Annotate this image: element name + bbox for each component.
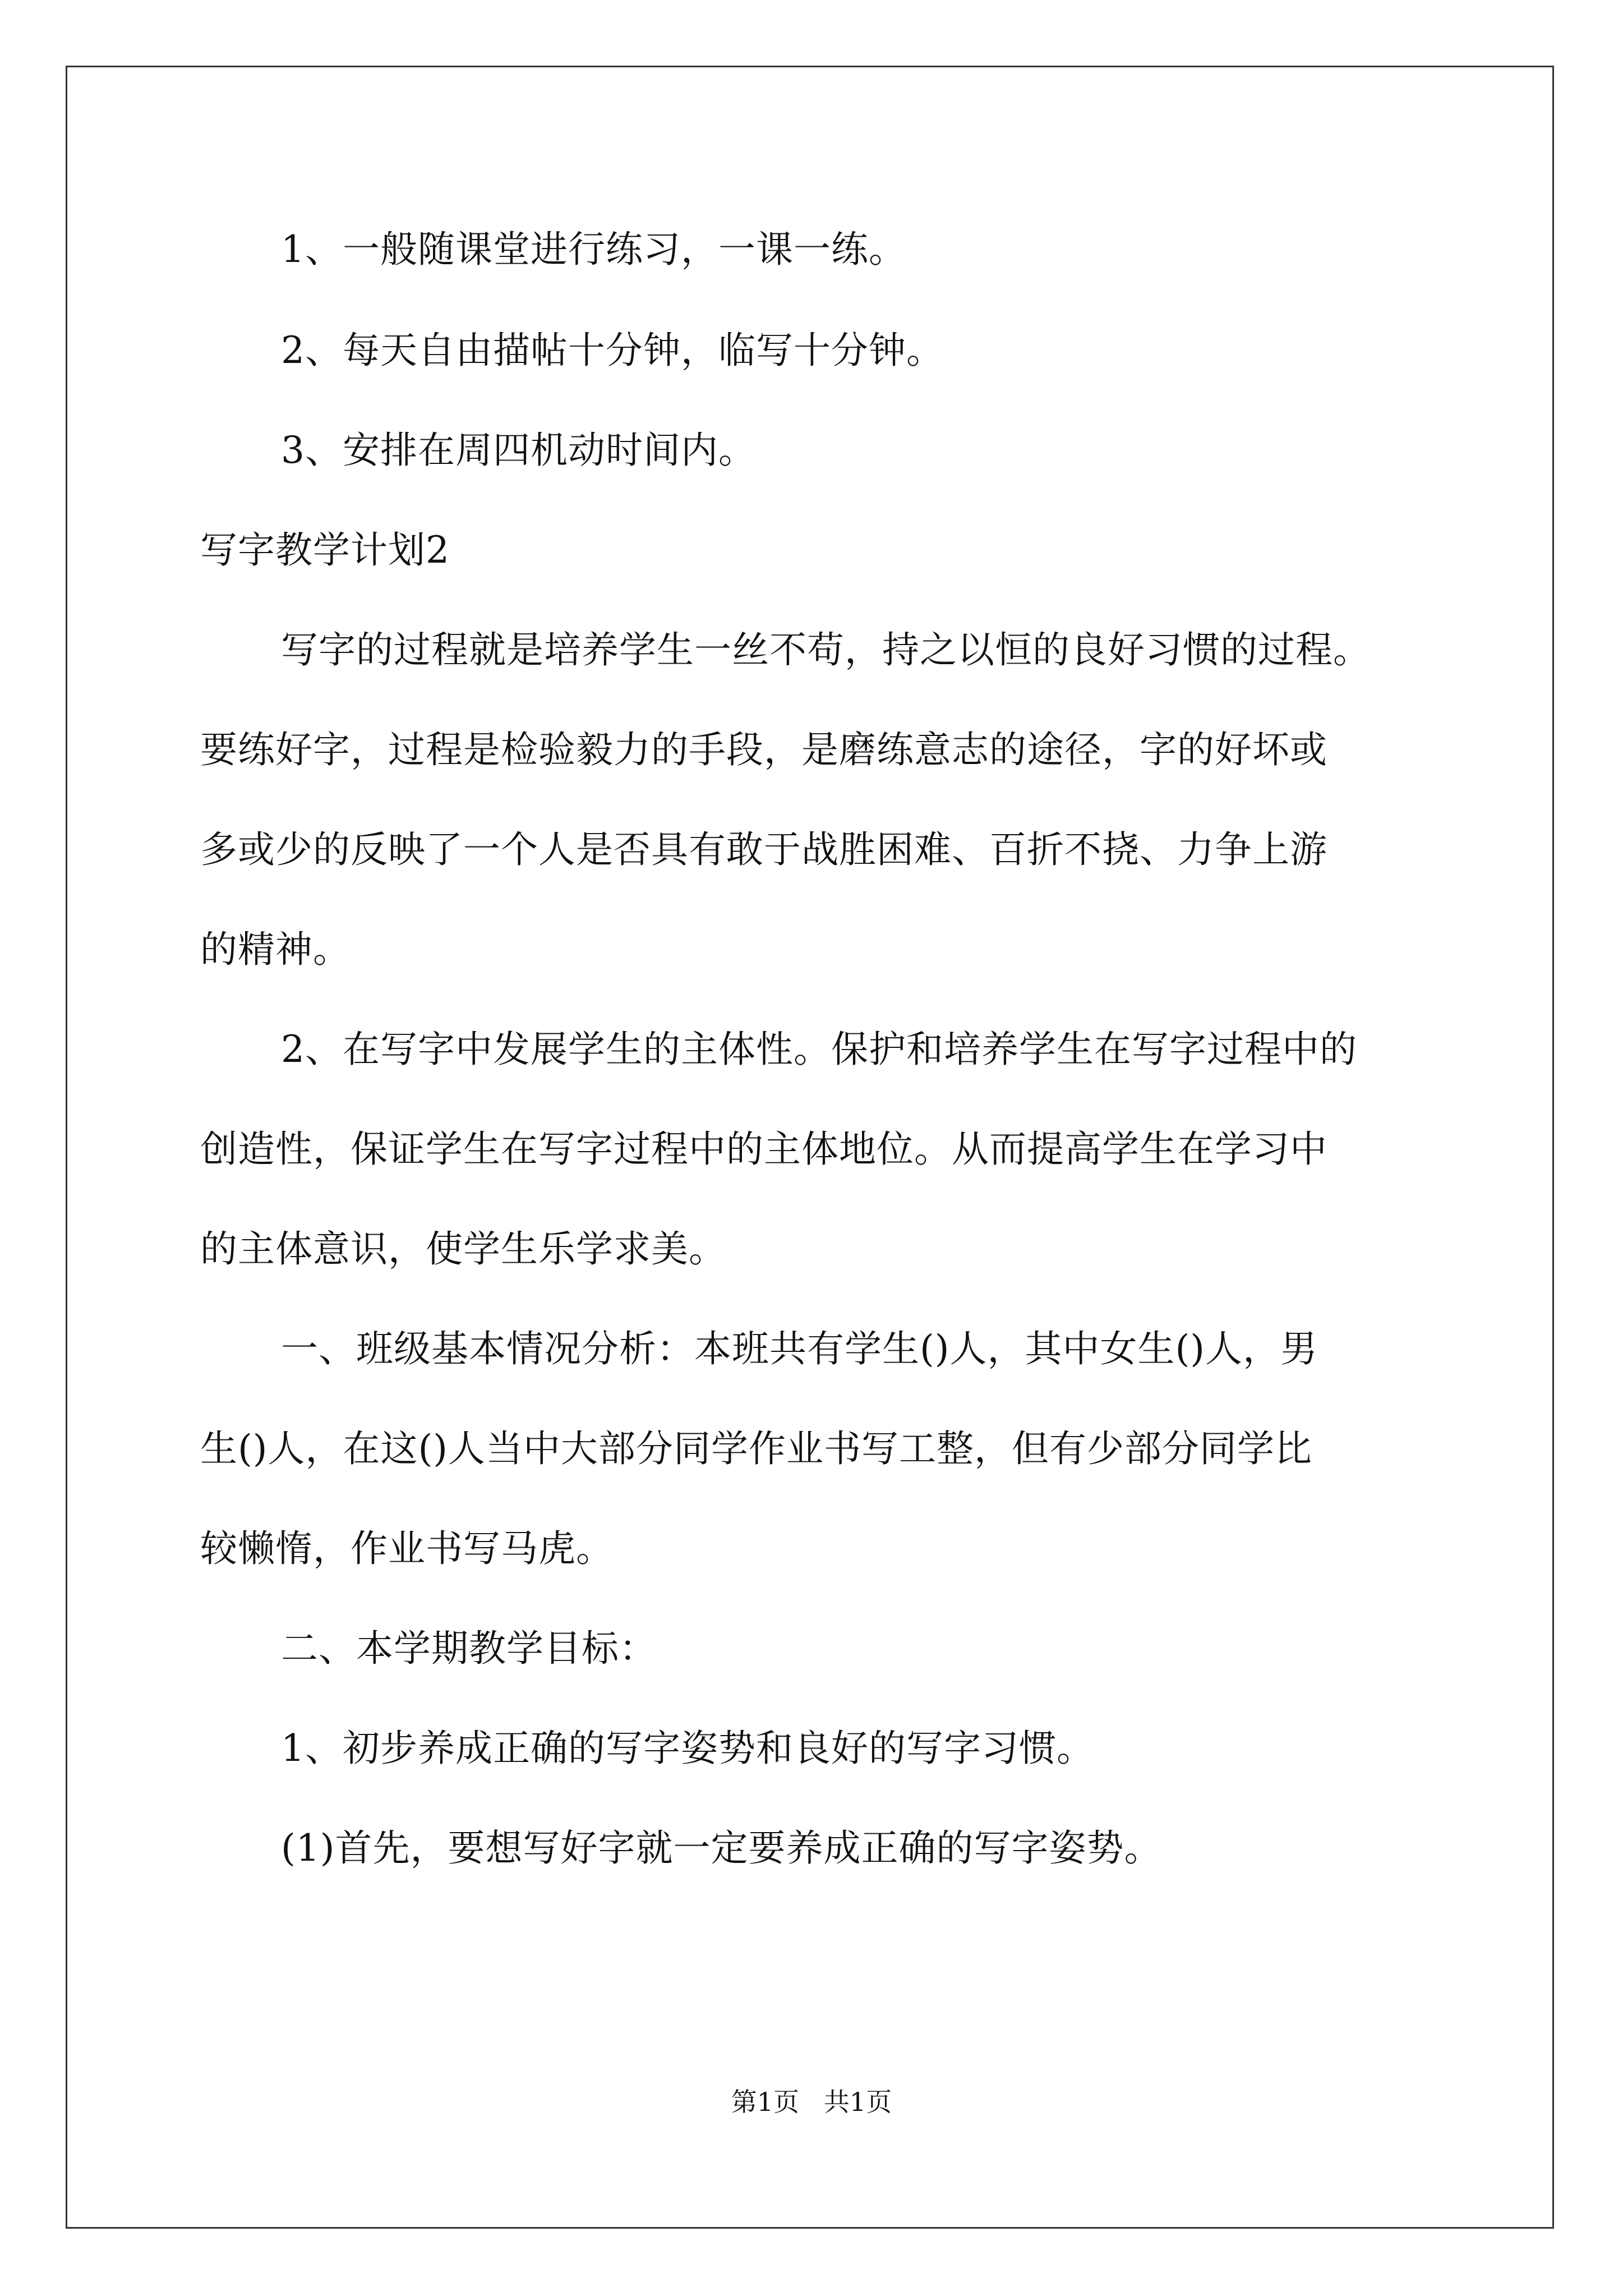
paragraph-line: 较懒惰，作业书写马虎。 xyxy=(200,1527,614,1570)
paragraph-line: 生()人，在这()人当中大部分同学作业书写工整，但有少部分同学比 xyxy=(200,1427,1312,1470)
paragraph-line: 3、安排在周四机动时间内。 xyxy=(281,429,756,472)
paragraph-line: 1、一般随课堂进行练习，一课一练。 xyxy=(281,228,906,271)
paragraph-line: 2、在写字中发展学生的主体性。保护和培养学生在写字过程中的 xyxy=(281,1028,1357,1071)
paragraph-line: 的主体意识，使学生乐学求美。 xyxy=(200,1227,726,1271)
paragraph-line: 多或少的反映了一个人是否具有敢于战胜困难、百折不挠、力争上游 xyxy=(200,828,1327,871)
paragraph-line: 1、初步养成正确的写字姿势和良好的写字习惯。 xyxy=(281,1727,1094,1770)
paragraph-line: 写字的过程就是培养学生一丝不苟，持之以恒的良好习惯的过程。 xyxy=(281,628,1371,671)
paragraph-line: 二、本学期教学目标： xyxy=(281,1627,657,1670)
page-number-footer: 第1页 共1页 xyxy=(731,2087,892,2117)
section-heading: 写字教学计划2 xyxy=(200,528,450,572)
paragraph-line: 创造性，保证学生在写字过程中的主体地位。从而提高学生在学习中 xyxy=(200,1128,1327,1171)
paragraph-line: 2、每天自由描帖十分钟，临写十分钟。 xyxy=(281,329,944,372)
paragraph-line: (1)首先，要想写好字就一定要养成正确的写字姿势。 xyxy=(281,1826,1162,1870)
paragraph-line: 一、班级基本情况分析：本班共有学生()人，其中女生()人，男 xyxy=(281,1327,1318,1370)
paragraph-line: 的精神。 xyxy=(200,928,351,971)
paragraph-line: 要练好字，过程是检验毅力的手段，是磨练意志的途径，字的好坏或 xyxy=(200,728,1327,771)
